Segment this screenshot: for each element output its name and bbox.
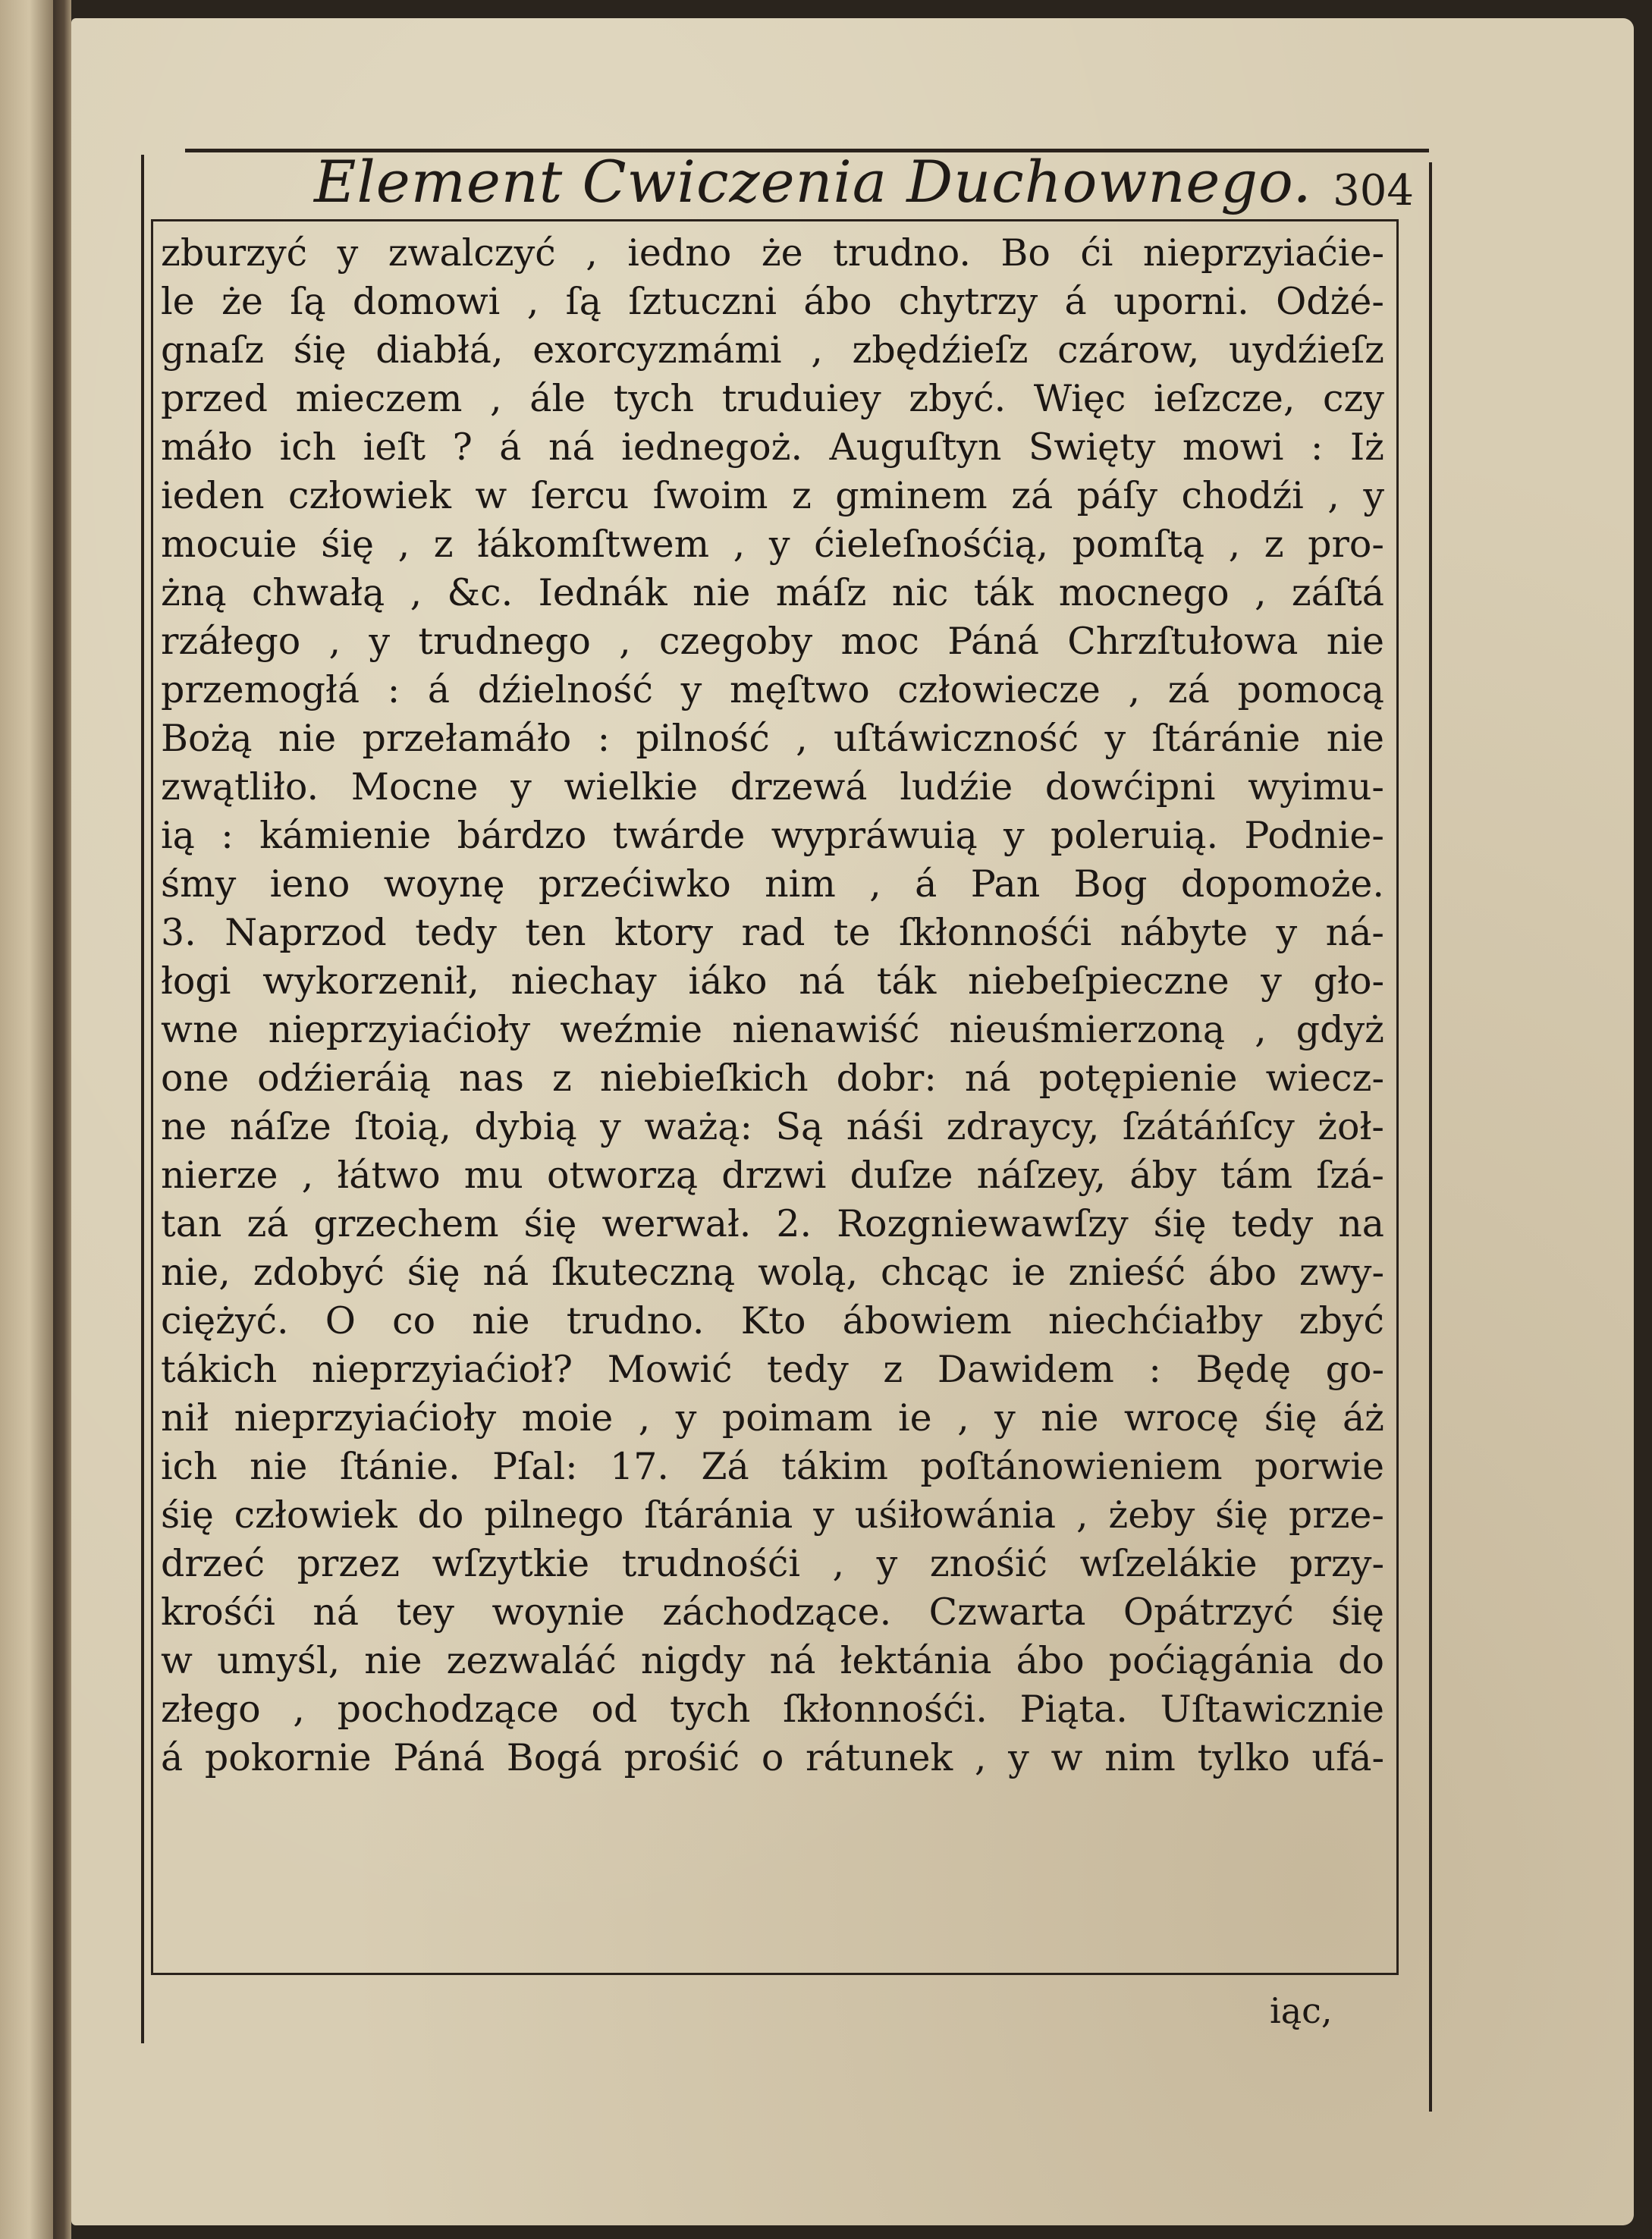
page-number: 304 (1333, 166, 1414, 215)
text-line (161, 1685, 1384, 1734)
text-line (161, 1491, 1384, 1540)
text-line-content: żną chwałą , &c. Iednák nie máſz nic ták mocnego , záſtá (161, 571, 1384, 614)
text-line (161, 375, 1384, 423)
text-line (161, 1346, 1384, 1394)
text-line (161, 569, 1384, 617)
text-line-content: nierze , łátwo mu otworzą drzwi duſze náſzey, áby tám ſzá- (161, 1154, 1384, 1197)
text-line-content: nił nieprzyiaćioły moie , y poimam ie , y nie wrocę śię áż (161, 1396, 1384, 1440)
text-line-content: śmy ieno woynę przećiwko nim , á Pan Bog dopomoże. (161, 862, 1384, 906)
text-line-content: zburzyć y zwalczyć , iedno że trudno. Bo ći nieprzyiaćie- (161, 231, 1384, 275)
text-line (161, 1054, 1384, 1103)
text-line (161, 666, 1384, 714)
text-line (161, 1151, 1384, 1200)
text-line (161, 1006, 1384, 1054)
text-line (161, 1588, 1384, 1637)
text-line-content: rzáłego , y trudnego , czegoby moc Páná Chrzſtułowa nie (161, 620, 1384, 663)
text-line (161, 1540, 1384, 1588)
text-line-content: tan zá grzechem śię werwał. 2. Rozgniewawſzy śię tedy na (161, 1202, 1384, 1245)
text-line (161, 1248, 1384, 1297)
text-line (161, 763, 1384, 812)
text-line (161, 472, 1384, 520)
text-line-content: w umyśl, nie zezwaláć nigdy ná łektánia ábo poćiągánia do (161, 1639, 1384, 1682)
text-line-content: Bożą nie przełamáło : pilność , uſtáwiczność y ſtáránie nie (161, 717, 1384, 760)
text-line-content: przemogłá : á dźielność y męſtwo człowiecze , zá pomocą (161, 668, 1384, 711)
text-line-content: śię człowiek do pilnego ſtáránia y uśiłowánia , żeby śię prze- (161, 1493, 1384, 1537)
text-line (161, 1443, 1384, 1491)
text-line (161, 278, 1384, 326)
running-title: Element Cwiczenia Duchownego. (314, 148, 1312, 215)
text-line-content: mocuie śię , z łákomſtwem , y ćieleſnośćią, pomſtą , z pro- (161, 523, 1384, 566)
running-head (231, 132, 1414, 215)
text-line-content: gnaſz śię diabłá, exorcyzmámi , zbędźieſz czárow, uydźieſz (161, 328, 1384, 372)
text-line (161, 957, 1384, 1006)
text-line (161, 1200, 1384, 1248)
text-line (161, 1734, 1384, 1782)
text-line-content: wne nieprzyiaćioły weźmie nienawiść nieuśmierzoną , gdyż (161, 1008, 1384, 1051)
text-line-content: łogi wykorzenił, niechay iáko ná ták niebeſpieczne y gło- (161, 959, 1384, 1003)
right-margin-rule (1429, 162, 1432, 2112)
text-line-content: nie, zdobyć śię ná ſkuteczną wolą, chcąc ie znieść ábo zwy- (161, 1251, 1384, 1294)
text-line (161, 423, 1384, 472)
text-line (161, 617, 1384, 666)
text-line-content: le że ſą domowi , ſą ſztuczni ábo chytrzy á uporni. Odżé- (161, 280, 1384, 323)
text-line-content: ciężyć. O co nie trudno. Kto ábowiem niechćiałby zbyć (161, 1299, 1384, 1342)
book-page (71, 18, 1634, 2225)
text-line-content: tákich nieprzyiaćioł? Mowić tedy z Dawidem : Będę go- (161, 1348, 1384, 1391)
text-line-content: máło ich ieſt ? á ná iednegoż. Auguſtyn Swięty mowi : Iż (161, 426, 1384, 469)
text-line (161, 229, 1384, 278)
text-line-content: 3. Naprzod tedy ten ktory rad te ſkłonnośći nábyte y ná- (161, 911, 1384, 954)
text-line (161, 1394, 1384, 1443)
text-line (161, 1103, 1384, 1151)
facing-page-edge (0, 0, 53, 2239)
text-line (161, 520, 1384, 569)
text-line (161, 326, 1384, 375)
text-line-content: krośći ná tey woynie záchodzące. Czwarta Opátrzyć śię (161, 1591, 1384, 1634)
text-line-content: ich nie ſtánie. Pſal: 17. Zá tákim poſtánowieniem porwie (161, 1445, 1384, 1488)
text-line-content: á pokornie Páná Bogá prośić o rátunek , y w nim tylko ufá- (161, 1736, 1384, 1779)
text-line (161, 714, 1384, 763)
text-line (161, 860, 1384, 909)
book-gutter (53, 0, 71, 2239)
text-line (161, 1637, 1384, 1685)
left-margin-rule (141, 155, 144, 2043)
catchword: iąc, (1270, 1990, 1333, 2031)
text-block (151, 219, 1399, 1975)
text-line-content: ne náſze ſtoią, dybią y ważą: Są náśi zdraycy, ſzátáńſcy żoł- (161, 1105, 1384, 1148)
text-line-content: ieden człowiek w ſercu ſwoim z gminem zá páſy chodźi , y (161, 474, 1384, 517)
text-line-content: zwątliło. Mocne y wielkie drzewá ludźie dowćipni wyimu- (161, 765, 1384, 809)
text-line-content: złego , pochodzące od tych ſkłonnośći. Piąta. Uſtawicznie (161, 1688, 1384, 1731)
text-line (161, 909, 1384, 957)
text-line (161, 1297, 1384, 1346)
text-line-content: przed mieczem , ále tych truduiey zbyć. Więc ieſzcze, czy (161, 377, 1384, 420)
text-line-content: one odźieráią nas z niebieſkich dobr: ná potępienie wiecz- (161, 1057, 1384, 1100)
text-line-content: ią : kámienie bárdzo twárde wypráwuią y poleruią. Podnie- (161, 814, 1384, 857)
text-line-content: drzeć przez wſzytkie trudnośći , y znośić wſzelákie przy- (161, 1542, 1384, 1585)
text-line (161, 812, 1384, 860)
